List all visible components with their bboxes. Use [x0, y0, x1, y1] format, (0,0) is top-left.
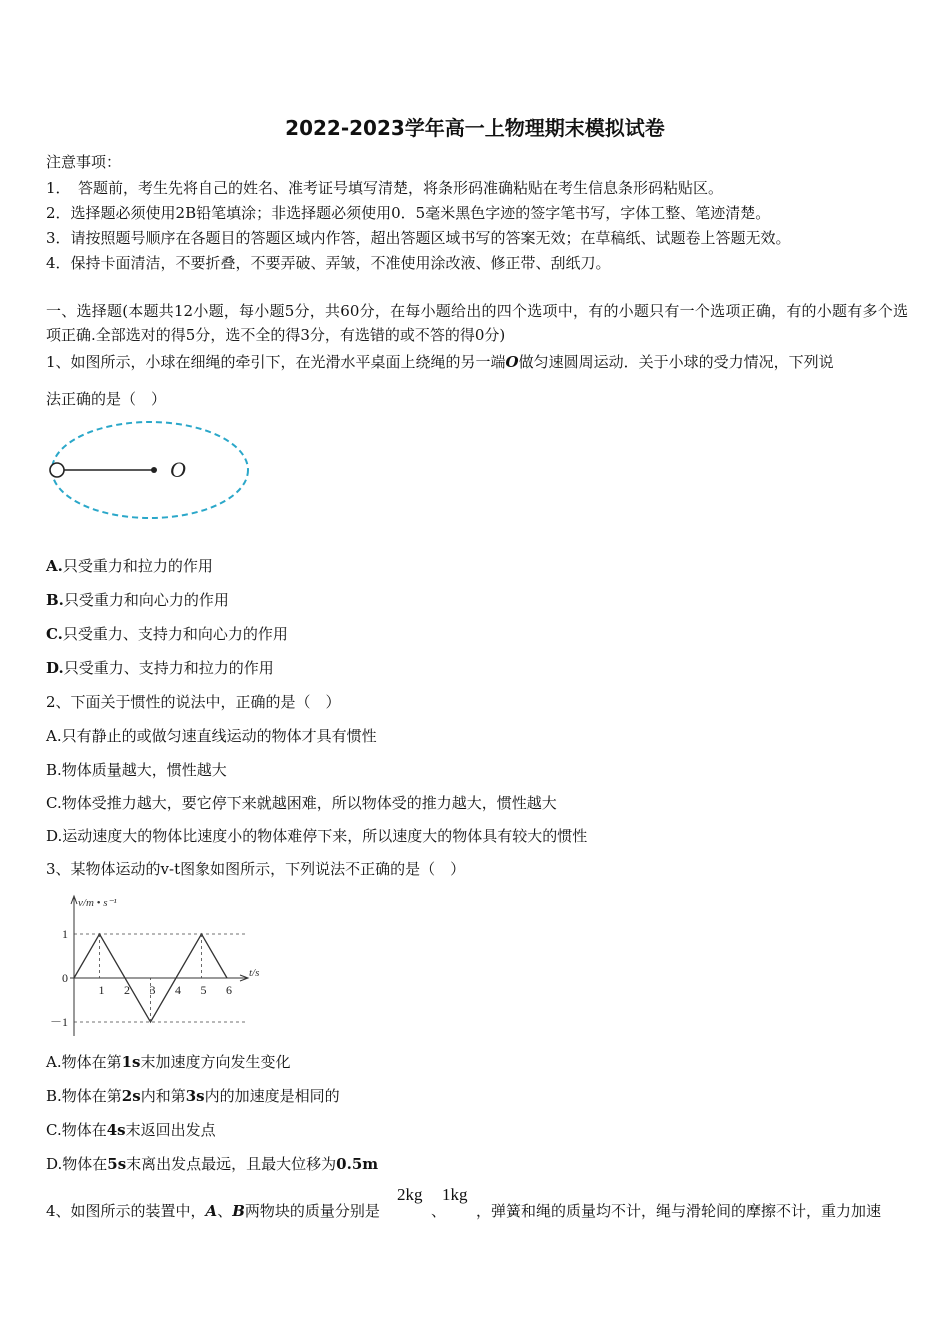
q4-stem-part: 4、如图所示的装置中， [46, 1202, 206, 1220]
q1-figure [44, 418, 256, 524]
q3-opt-part: B.物体在第 [46, 1087, 122, 1105]
q4-mass-b: 1kg [442, 1185, 468, 1204]
option-text: 只受重力和向心力的作用 [63, 591, 229, 609]
question-2-stem: 2、下面关于惯性的说法中，正确的是（ ） [46, 693, 341, 711]
q4-mass-a: 2kg [397, 1185, 423, 1204]
q1-stem-part: 1、如图所示，小球在细绳的牵引下，在光滑水平桌面上绕绳的另一端 [46, 353, 506, 371]
option-b [46, 590, 229, 610]
q3-opt-part: 末离出发点最远，且最大位移为 [126, 1155, 337, 1173]
option-letter: D. [46, 659, 64, 677]
page-title: 2022-2023学年高一上物理期末模拟试卷 [285, 116, 665, 140]
option-letter: B. [46, 591, 64, 609]
x-tick-label: 3 [149, 983, 156, 997]
x-tick-label: 6 [226, 983, 232, 997]
x-tick-label: 1 [98, 983, 105, 997]
q4-a-label: A [205, 1202, 218, 1220]
q4-comma: 、 [431, 1202, 447, 1220]
option-a [46, 1052, 291, 1072]
notice-item: 2．选择题必须使用2B铅笔填涂；非选择题必须使用0．5毫米黑色字迹的签字笔书写，字体工整、笔迹清楚。 [46, 204, 771, 222]
notice-item: 4．保持卡面清洁，不要折叠，不要弄破、弄皱，不准使用涂改液、修正带、刮纸刀。 [46, 254, 611, 272]
center-point [151, 467, 157, 473]
x-axis-label: t/s [249, 967, 260, 979]
q3-opt-bold: 5s [107, 1155, 127, 1173]
x-tick-label: 5 [200, 983, 207, 997]
question-1-stem-cont: 法正确的是（ ） [46, 390, 167, 408]
q4-sep: 、 [217, 1202, 233, 1220]
notice-heading: 注意事项： [46, 153, 122, 171]
option-c: C.物体受推力越大，要它停下来就越困难，所以物体受的推力越大，惯性越大 [46, 794, 557, 812]
q3-opt-part: D.物体在 [46, 1155, 108, 1173]
question-4-stem [46, 1201, 380, 1221]
q3-opt-bold: 0.5m [336, 1155, 379, 1173]
q3-opt-part: C.物体在 [46, 1121, 107, 1139]
option-letter: A. [46, 557, 63, 575]
option-d [46, 1154, 378, 1174]
q3-opt-part: A.物体在第 [46, 1053, 122, 1071]
option-letter: C. [46, 625, 63, 643]
q3-opt-bold: 3s [185, 1087, 205, 1105]
q3-opt-part: 末返回出发点 [125, 1121, 216, 1139]
q4-b-label: B [232, 1202, 245, 1220]
option-c [46, 624, 288, 644]
q1-stem-o: O [505, 353, 519, 371]
y-tick-label: 0 [62, 971, 68, 985]
y-tick-label: －1 [49, 1015, 68, 1029]
option-a: A.只有静止的或做匀速直线运动的物体才具有惯性 [46, 727, 377, 745]
y-axis-label: v/m • s⁻¹ [78, 897, 117, 909]
x-tick-label: 4 [175, 983, 181, 997]
x-tick-label: 2 [124, 983, 130, 997]
notice-item: 3．请按照题号顺序在各题目的答题区域内作答，超出答题区域书写的答案无效；在草稿纸、试题卷上答题无效。 [46, 229, 791, 247]
option-text: 只受重力、支持力和拉力的作用 [63, 659, 274, 677]
option-d [46, 658, 274, 678]
q3-opt-bold: 4s [106, 1121, 126, 1139]
option-a [46, 556, 213, 576]
option-b: B.物体质量越大，惯性越大 [46, 761, 227, 779]
q1-stem-part: 做匀速圆周运动．关于小球的受力情况，下列说 [518, 353, 834, 371]
q3-opt-part: 内的加速度是相同的 [204, 1087, 340, 1105]
q4-stem-part: 两物块的质量分别是 [244, 1202, 380, 1220]
option-text: 只受重力和拉力的作用 [62, 557, 213, 575]
question-1-stem [46, 352, 834, 372]
ball [50, 463, 64, 477]
notice-item: 1． 答题前，考生先将自己的姓名、准考证号填写清楚，将条形码准确粘贴在考生信息条形码粘贴区。 [46, 179, 724, 197]
y-tick-label: 1 [62, 927, 68, 941]
vt-chart [40, 888, 290, 1040]
option-b [46, 1086, 340, 1106]
q3-opt-bold: 1s [121, 1053, 141, 1071]
center-label: O [170, 457, 186, 482]
option-d: D.运动速度大的物体比速度小的物体难停下来，所以速度大的物体具有较大的惯性 [46, 827, 588, 845]
q3-opt-part: 末加速度方向发生变化 [140, 1053, 291, 1071]
q3-opt-part: 内和第 [140, 1087, 186, 1105]
q4-stem-tail: ，弹簧和绳的质量均不计，绳与滑轮间的摩擦不计，重力加速 [476, 1202, 882, 1220]
q3-opt-bold: 2s [121, 1087, 141, 1105]
question-3-stem: 3、某物体运动的v-t图象如图所示，下列说法不正确的是（ ） [46, 860, 466, 878]
option-c [46, 1120, 216, 1140]
section-heading: 一、选择题(本题共12小题，每小题5分，共60分，在每小题给出的四个选项中，有的小题只有一个选项正确，有的小题有多个选项正确.全部选对的得5分，选不全的得3分，有选错的或不答的得0分) [46, 302, 908, 344]
option-text: 只受重力、支持力和向心力的作用 [62, 625, 288, 643]
